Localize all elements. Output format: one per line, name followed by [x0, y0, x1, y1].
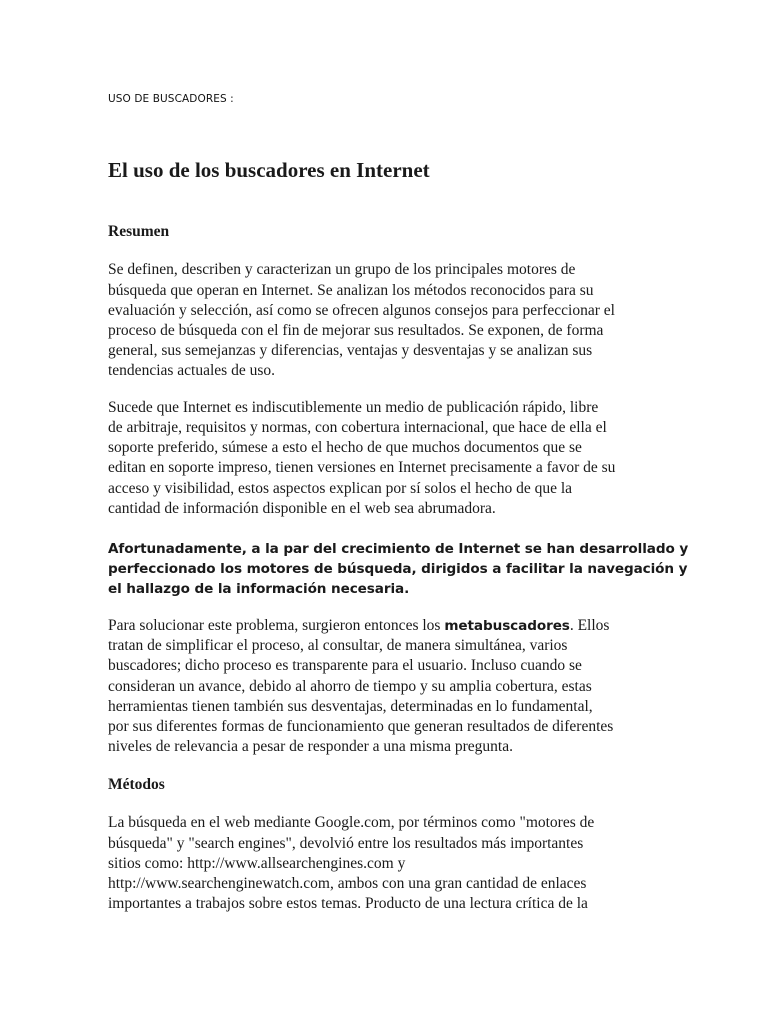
text-line: búsqueda" y "search engines", devolvió entre los resultados más importantes: [108, 835, 584, 852]
heading-metodos: Métodos: [108, 776, 165, 793]
text-run: . Ellos: [569, 617, 610, 634]
text-line: importantes a trabajos sobre estos temas. Producto de una lectura crítica de la: [108, 895, 588, 912]
text-line: sitios como: http://www.allsearchengines.com y: [108, 855, 406, 872]
text-line: general, sus semejanzas y diferencias, ventajas y desventajas y se analizan sus: [108, 342, 593, 359]
text-line: tratan de simplificar el proceso, al consultar, de manera simultánea, varios: [108, 637, 568, 654]
text-run: Para solucionar este problema, surgieron entonces los: [108, 617, 445, 634]
text-line: tendencias actuales de uso.: [108, 362, 275, 379]
text-line: niveles de relevancia a pesar de responder a una misma pregunta.: [108, 738, 513, 755]
text-line: Sucede que Internet es indiscutiblemente un medio de publicación rápido, libre: [108, 399, 599, 416]
text-line: de arbitraje, requisitos y normas, con cobertura internacional, que hace de ella el: [108, 419, 607, 436]
text-line: buscadores; dicho proceso es transparente para el usuario. Incluso cuando se: [108, 657, 582, 674]
text-line: soporte preferido, súmese a esto el hecho de que muchos documentos que se: [108, 439, 582, 456]
keyword-metabuscadores: metabuscadores: [444, 618, 570, 634]
text-line: [108, 616, 609, 636]
text-line: cantidad de información disponible en el web sea abrumadora.: [108, 500, 496, 517]
text-line: editan en soporte impreso, tienen versiones en Internet precisamente a favor de su: [108, 459, 616, 476]
text-line: proceso de búsqueda con el fin de mejorar sus resultados. Se exponen, de forma: [108, 322, 604, 339]
document-title: El uso de los buscadores en Internet: [108, 158, 430, 182]
text-line: consideran un avance, debido al ahorro de tiempo y su amplia cobertura, estas: [108, 678, 592, 695]
text-line: Afortunadamente, a la par del crecimiento de Internet se han desarrollado y: [108, 541, 689, 557]
text-line: acceso y visibilidad, estos aspectos explican por sí solos el hecho de que la: [108, 480, 573, 497]
text-line: herramientas tienen también sus desventajas, determinadas en lo fundamental,: [108, 698, 593, 715]
text-line: perfeccionado los motores de búsqueda, dirigidos a facilitar la navegación y: [108, 561, 688, 577]
text-line: http://www.searchenginewatch.com, ambos con una gran cantidad de enlaces: [108, 875, 587, 892]
section-label: USO DE BUSCADORES :: [108, 93, 234, 105]
text-line: La búsqueda en el web mediante Google.com, por términos como "motores de: [108, 814, 595, 831]
text-line: Se definen, describen y caracterizan un grupo de los principales motores de: [108, 261, 576, 278]
heading-resumen: Resumen: [108, 223, 170, 240]
text-line: búsqueda que operan en Internet. Se analizan los métodos reconocidos para su: [108, 282, 594, 299]
text-line: por sus diferentes formas de funcionamiento que generan resultados de diferentes: [108, 718, 614, 735]
text-line: evaluación y selección, así como se ofrecen algunos consejos para perfeccionar el: [108, 302, 615, 319]
text-line: el hallazgo de la información necesaria.: [108, 581, 410, 597]
